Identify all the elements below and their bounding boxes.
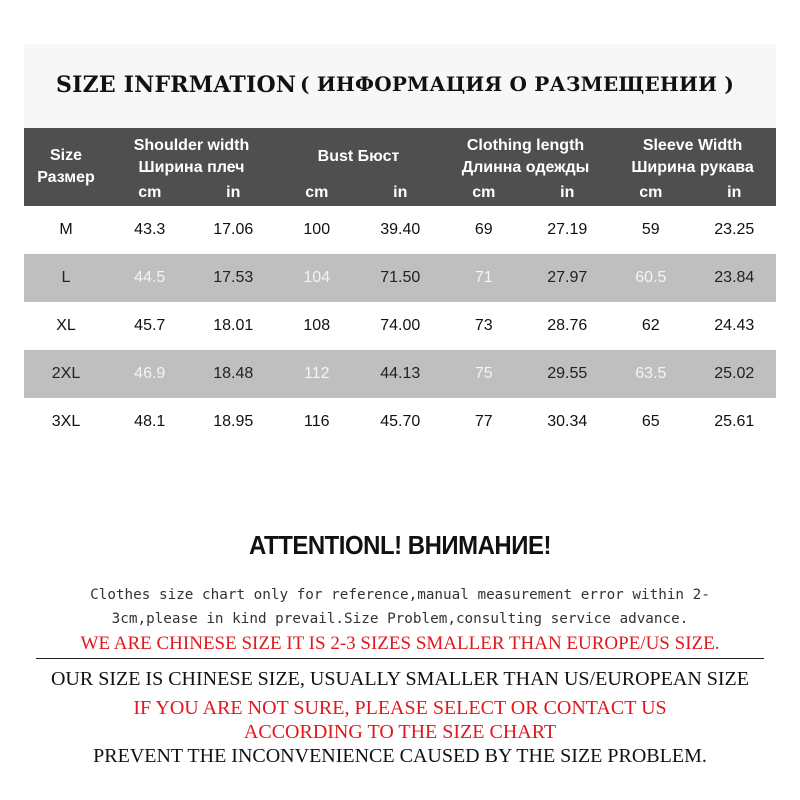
group-label-en: Sleeve Width [642,137,743,154]
value-cell: 65 [641,413,660,430]
group-label-en: Bust Бюст [317,148,400,165]
value-cell: 71.50 [380,269,421,286]
value-cell: 104 [303,269,331,286]
value-cell: 63.5 [635,365,667,382]
bust-header [275,128,442,182]
value-cell: 30.34 [547,413,588,430]
value-cell: 74.00 [380,317,421,334]
value-cell: 43.3 [134,221,166,238]
value-cell: 108 [303,317,331,334]
value-cell: 17.53 [213,269,254,286]
value-cell: 112 [304,365,330,382]
value-cell: 48.1 [134,413,166,430]
value-cell: 25.61 [714,413,755,430]
size-cell: 3XL [51,413,81,430]
size-cell: XL [56,317,76,334]
table-row [24,302,776,350]
value-cell: 77 [474,413,493,430]
value-cell: 62 [641,317,660,334]
title-english: SIZE INFRMATION [56,72,297,98]
table-row [24,206,776,254]
unit-in: in [560,184,575,201]
size-chart-line: ACCORDING TO THE SIZE CHART [243,721,557,743]
value-cell: 44.5 [134,269,166,286]
value-cell: 18.95 [213,413,254,430]
value-cell: 25.02 [714,365,755,382]
group-label-ru: Длинна одежды [461,159,590,176]
value-cell: 71 [474,269,493,286]
title-russian: ( ИНФОРМАЦИЯ О РАЗМЕЩЕНИИ ) [300,72,735,96]
divider-line [36,658,764,659]
unit-cm: cm [138,184,162,201]
size-header-en: Size [49,147,82,164]
chinese-size-warning: WE ARE CHINESE SIZE IT IS 2-3 SIZES SMALLER THAN EUROPE/US SIZE. [80,633,720,654]
unit-cm: cm [639,184,663,201]
value-cell: 18.48 [213,365,254,382]
value-cell: 45.7 [134,317,166,334]
table-row [24,398,776,446]
group-label-ru: Ширина рукава [631,159,754,176]
size-cell: M [59,221,73,238]
value-cell: 100 [303,221,331,238]
note-line: Clothes size chart only for reference,manual measurement error within 2- [90,587,710,603]
clothing-length-header [442,128,609,182]
value-cell: 46.9 [134,365,166,382]
group-label-ru: Ширина плеч [138,159,245,176]
table-unit-row [24,182,776,206]
contact-us-line: IF YOU ARE NOT SURE, PLEASE SELECT OR CONTACT US [133,697,667,719]
group-label-en: Clothing length [466,137,585,154]
note-line: 3cm,please in kind prevail.Size Problem,consulting service advance. [111,611,689,627]
page-title [24,66,776,106]
size-cell: L [61,269,71,286]
table-row [24,254,776,302]
value-cell: 116 [304,413,330,430]
group-label-en: Shoulder width [133,137,250,154]
size-table [24,128,776,446]
value-cell: 18.01 [213,317,254,334]
value-cell: 23.25 [714,221,755,238]
unit-in: in [226,184,241,201]
shoulder-width-header [108,128,275,182]
value-cell: 27.19 [547,221,588,238]
unit-cm: cm [472,184,496,201]
prevent-inconvenience-line: PREVENT THE INCONVENIENCE CAUSED BY THE SIZE PROBLEM. [93,745,707,767]
table-row [24,350,776,398]
attention-heading: ATTENTIONL! ВНИМАНИЕ! [249,530,551,560]
value-cell: 73 [474,317,493,334]
value-cell: 69 [474,221,493,238]
value-cell: 27.97 [547,269,588,286]
sleeve-width-header [609,128,776,182]
value-cell: 23.84 [714,269,755,286]
value-cell: 29.55 [547,365,588,382]
value-cell: 17.06 [213,221,254,238]
unit-in: in [727,184,742,201]
value-cell: 75 [474,365,493,382]
size-cell: 2XL [51,365,81,382]
disclaimer-note [30,583,770,631]
unit-cm: cm [305,184,329,201]
table-header-row [24,128,776,182]
value-cell: 44.13 [380,365,421,382]
value-cell: 28.76 [547,317,588,334]
value-cell: 45.70 [380,413,421,430]
value-cell: 39.40 [380,221,421,238]
value-cell: 60.5 [635,269,667,286]
size-header-ru: Размер [37,169,95,186]
size-column-header [24,128,108,206]
value-cell: 59 [641,221,660,238]
size-notice-line: OUR SIZE IS CHINESE SIZE, USUALLY SMALLER THAN US/EUROPEAN SIZE [50,668,749,690]
value-cell: 24.43 [714,317,755,334]
unit-in: in [393,184,408,201]
